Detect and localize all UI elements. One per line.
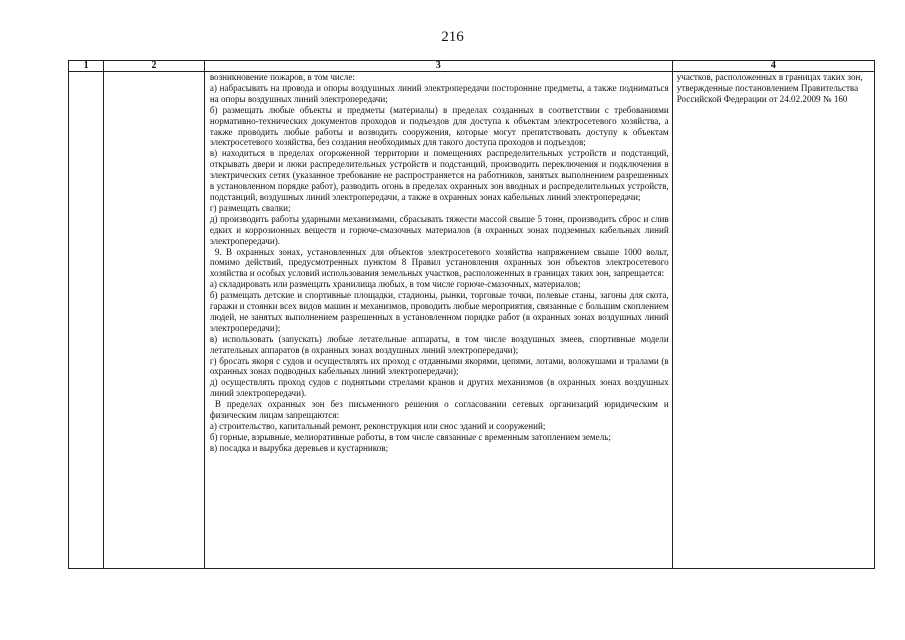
requirements-text (205, 72, 672, 454)
paragraph: а) набрасывать на провода и опоры воздушных линий электропередачи посторонние предметы, а также подниматься на опоры воздушных линий электропередачи; (209, 82, 669, 104)
paragraph: в) посадка и вырубка деревьев и кустарников; (209, 442, 389, 453)
paragraph: 9. В охранных зонах, установленных для объектов электросетевого хозяйства напряжением свыше 1000 вольт, помимо действий, предусмотренных пунктом 8 Правил установления охранных зон объектов электросетевого хозяйства и особых условий использования земельных участков, расположенных в границах таких зон, запрещается: (209, 246, 669, 279)
column-header-3: 3 (204, 61, 672, 72)
paragraph: г) бросать якоря с судов и осуществлять их проход с отданными якорями, цепями, лотами, волокушами и тралами (в охранных зонах подводных кабельных линий электропередачи); (209, 355, 669, 377)
table-header-row (69, 61, 875, 72)
paragraph: д) производить работы ударными механизмами, сбрасывать тяжести массой свыше 5 тонн, производить сброс и слив едких и коррозионных веществ и горюче-смазочных материалов (в охранных зонах подземных кабельных линий электропередачи). (209, 213, 669, 246)
column-header-2: 2 (104, 61, 205, 72)
paragraph: в) использовать (запускать) любые летательные аппараты, в том числе воздушных змеев, спортивные модели летательных аппаратов (в охранных зонах воздушных линий электропередачи); (209, 333, 669, 355)
paragraph: в) находиться в пределах огороженной территории и помещениях распределительных устройств и подстанций, открывать двери и люки распределительных устройств и подстанций, производить переключения и подключения в электрических сетях (указанное требование не распространяется на работников, занятых выполнением разрешенных в установленном порядке работ), разводить огонь в пределах охранных зон вводных и распределительных устройств, подстанций, воздушных линий электропередачи, а также в охранных зонах кабельных линий электропередачи; (209, 148, 669, 202)
table-row (69, 72, 875, 569)
paragraph: б) размещать любые объекты и предметы (материалы) в пределах созданных в соответствии с требованиями нормативно-технических документов проходов и подъездов для доступа к объектам электросетевого хозяйства, а также проводить любые работы и возводить сооружения, которые могут препятствовать доступу к объектам электросетевого хозяйства, без создания необходимых для такого доступа проходов и подъездов; (209, 104, 669, 148)
paragraph: возникновение пожаров, в том числе: (209, 72, 355, 82)
column-header-4: 4 (672, 61, 874, 72)
column-header-1: 1 (69, 61, 104, 72)
paragraph: г) размещать свалки; (209, 202, 291, 213)
paragraph: б) размещать детские и спортивные площадки, стадионы, рынки, торговые точки, полевые станы, загоны для скота, гаражи и стоянки всех видов машин и механизмов, проводить любые мероприятия, связанные с большим скоплением людей, не занятых выполнением разрешенных в установленном порядке работ (в охранных зонах воздушных линий электропередачи); (209, 290, 669, 333)
cell-column-2 (104, 72, 205, 569)
cell-column-3 (204, 72, 672, 569)
cell-column-4 (672, 72, 874, 569)
legal-reference-text: участков, расположенных в границах таких зон, утвержденные постановлением Правительства Российской Федерации от 24.02.2009 № 160 (676, 72, 863, 104)
paragraph: б) горные, взрывные, мелиоративные работы, в том числе связанные с временным затоплением земель; (209, 431, 611, 442)
page-number: 216 (441, 29, 464, 45)
paragraph: В пределах охранных зон без письменного решения о согласовании сетевых организаций юридическим и физическим лицам запрещаются: (209, 399, 669, 421)
paragraph: д) осуществлять проход судов с поднятыми стрелами кранов и других механизмов (в охранных зонах воздушных линий электропередачи). (209, 377, 669, 399)
document-table (68, 60, 875, 569)
paragraph: а) складировать или размещать хранилища любых, в том числе горюче-смазочных, материалов; (209, 279, 581, 290)
cell-column-1 (69, 72, 104, 569)
paragraph: а) строительство, капитальный ремонт, реконструкция или снос зданий и сооружений; (209, 421, 546, 431)
